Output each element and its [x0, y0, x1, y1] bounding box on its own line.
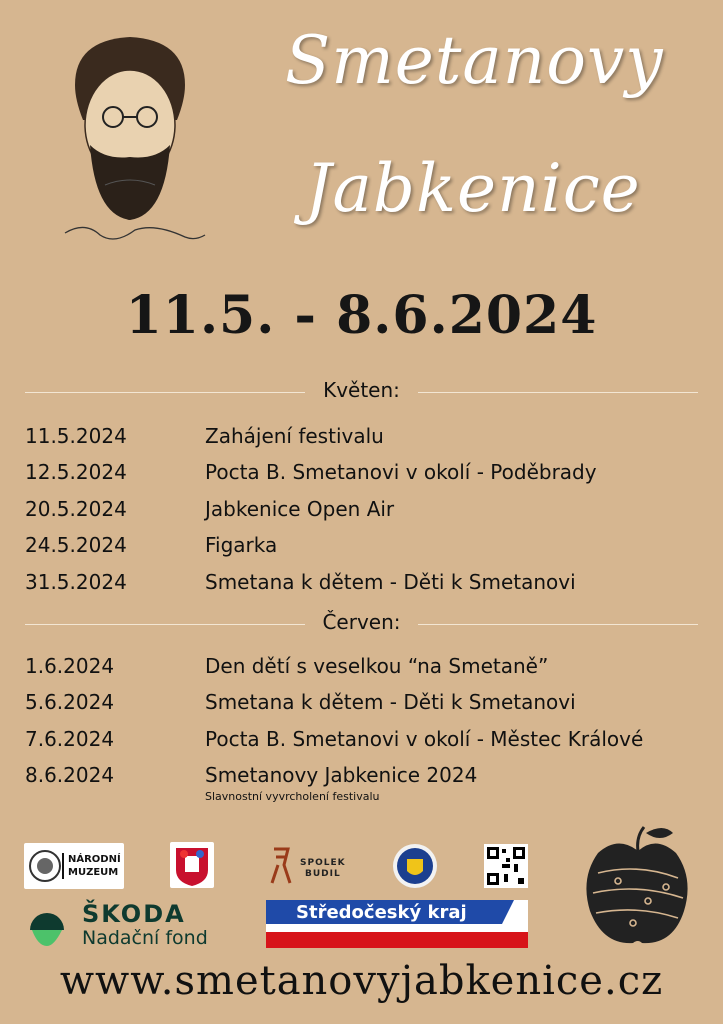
festival-title-line1: Smetanovy: [285, 22, 664, 99]
event-note: Slavnostní vyvrcholení festivalu: [205, 790, 380, 803]
event-date: 5.6.2024: [25, 690, 115, 714]
museum-seal-icon: [28, 849, 62, 883]
event-date: 11.5.2024: [25, 424, 127, 448]
narodni-muzeum-logo: [24, 843, 124, 889]
stredocesky-kraj-logo: [266, 900, 528, 948]
kraj-name-text: Středočeský kraj: [296, 902, 467, 923]
smetana-portrait-image: [45, 25, 215, 260]
event-date: 20.5.2024: [25, 497, 127, 521]
festival-date-range: 11.5. - 8.6.2024: [125, 285, 598, 346]
festival-title-line2: Jabkenice: [305, 150, 641, 227]
event-name: Zahájení festivalu: [205, 424, 384, 448]
event-name: Pocta B. Smetanovi v okolí - Poděbrady: [205, 460, 597, 484]
qr-code-icon: [484, 844, 528, 888]
month-heading-june: Červen:: [322, 610, 401, 634]
event-date: 31.5.2024: [25, 570, 127, 594]
spolek-name-line1: SPOLEK: [300, 858, 346, 868]
museum-name-line2: MUZEUM: [68, 867, 119, 878]
event-date: 12.5.2024: [25, 460, 127, 484]
event-name: Smetana k dětem - Děti k Smetanovi: [205, 570, 576, 594]
event-name: Jabkenice Open Air: [205, 497, 395, 521]
museum-name-line1: NÁRODNÍ: [68, 854, 121, 865]
jabkenice-coat-of-arms-logo: [170, 842, 214, 888]
coat-of-arms-icon: [170, 842, 214, 888]
municipal-badge-logo: [392, 843, 438, 889]
skoda-nadacni-fond-logo: [24, 900, 234, 950]
event-name: Smetana k dětem - Děti k Smetanovi: [205, 690, 576, 714]
event-date: 1.6.2024: [25, 654, 115, 678]
event-name: Smetanovy Jabkenice 2024: [205, 763, 478, 787]
skoda-brand-text: ŠKODA: [82, 900, 186, 928]
month-heading-may: Květen:: [323, 378, 400, 402]
budil-figure-icon: [266, 845, 296, 885]
event-name: Pocta B. Smetanovi v okolí - Městec Králové: [205, 727, 644, 751]
website-url-link[interactable]: www.smetanovyjabkenice.cz: [59, 958, 664, 1004]
spolek-name-line2: BUDIL: [305, 869, 341, 879]
event-name: Figarka: [205, 533, 278, 557]
event-date: 7.6.2024: [25, 727, 115, 751]
skoda-arrow-icon: [24, 902, 70, 948]
spolek-budil-logo: [266, 845, 346, 887]
event-date: 8.6.2024: [25, 763, 115, 787]
event-date: 24.5.2024: [25, 533, 127, 557]
skoda-fund-text: Nadační fond: [82, 927, 208, 949]
event-name: Den dětí s veselkou “na Smetaně”: [205, 654, 549, 678]
musical-apple-icon: [578, 823, 696, 953]
